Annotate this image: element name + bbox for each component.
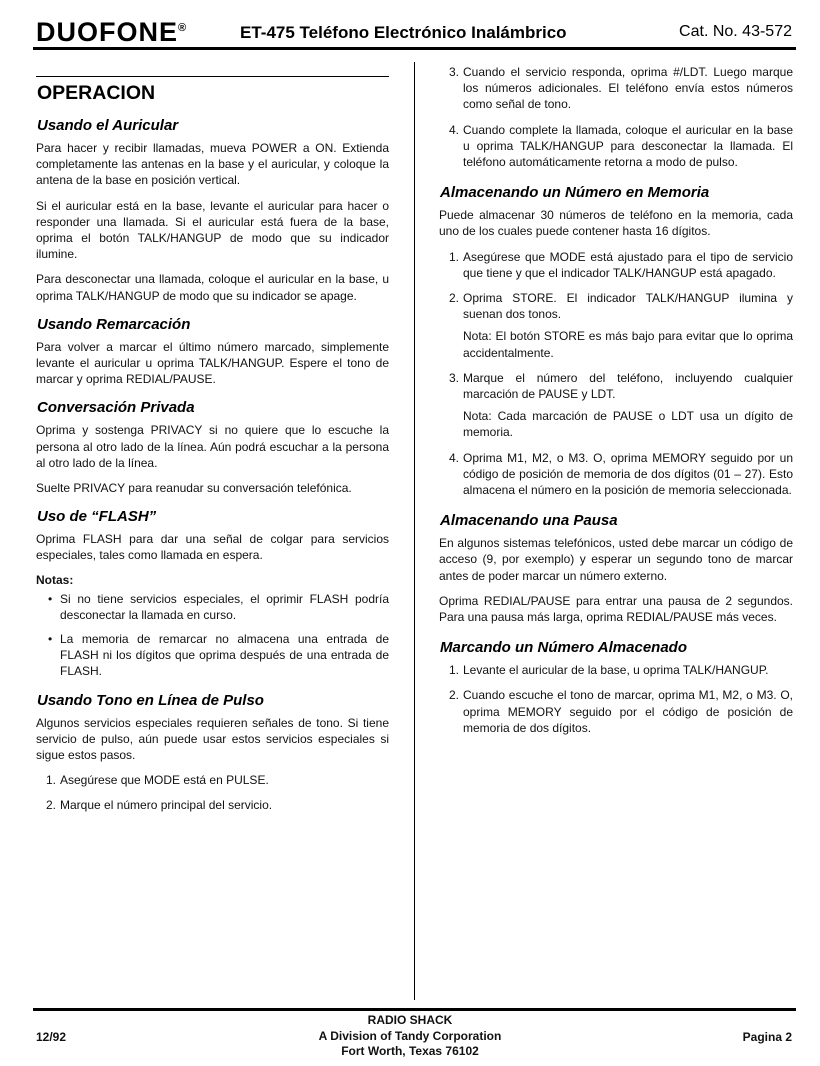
paragraph: Para volver a marcar el último número marcado, simplemente levante el auricular u oprima TALK/HANGUP. Espere el tono de marcar y oprima REDIAL/PAUSE.	[36, 339, 389, 387]
step-number: 2.	[449, 291, 460, 306]
company-name: RADIO SHACK	[367, 1013, 453, 1027]
paragraph: Oprima y sostenga PRIVACY si no quiere que lo escuche la persona al otro lado de la línea. Aún podrá escuchar a la persona al otro lado de la línea.	[36, 423, 389, 470]
page-header	[36, 17, 794, 48]
registered-mark: ®	[178, 22, 188, 34]
division-name: A Division of Tandy Corporation	[318, 1028, 502, 1043]
left-column	[36, 62, 389, 823]
paragraph: Algunos servicios especiales requieren señales de tono. Si tiene servicio de pulso, aún puede usar estos servicios especiales si sigue estos pasos.	[36, 715, 389, 763]
footer-publisher	[260, 1013, 560, 1060]
subsection-title: Almacenando una Pausa	[440, 512, 618, 530]
steps-list	[439, 249, 793, 499]
step-number: 3.	[449, 370, 460, 385]
list-item-text: La memoria de remarcar no almacena una entrada de FLASH ni los dígitos que oprima después de una entrada de FLASH.	[60, 632, 389, 679]
step-number: 1.	[449, 249, 460, 264]
notes-label: Notas:	[36, 572, 74, 587]
step-number: 2.	[449, 688, 460, 703]
footer-date: 12/92	[36, 1030, 67, 1044]
step-text: Cuando el servicio responda, oprima #/LDT. Luego marque los números adicionales. El teléfono envía estos números como señal de tono.	[463, 65, 793, 112]
list-item	[48, 631, 389, 680]
step-number: 4.	[449, 122, 460, 137]
notes-list	[36, 591, 389, 680]
step-number: 1.	[449, 663, 460, 678]
subsection-title: Usando Remarcación	[37, 315, 191, 333]
bullet-icon: •	[48, 591, 53, 606]
step-note: Nota: El botón STORE es más bajo para evitar que lo oprima accidentalmente.	[463, 329, 793, 360]
brand-logo	[36, 17, 187, 48]
step-text: Oprima M1, M2, o M3. O, oprima MEMORY seguido por un código de posición de memoria de dos dígitos (01 – 27). Esto almacena el número en la posición de memoria seleccionada.	[463, 450, 793, 498]
step-item	[46, 797, 389, 813]
subsection-title: Marcando un Número Almacenado	[440, 639, 687, 657]
steps-list	[439, 662, 793, 736]
steps-list	[439, 64, 793, 170]
step-text: Cuando complete la llamada, coloque el auricular en la base u oprima TALK/HANGUP para desconectar la llamada. El teléfono automáticamente retorna a modo de pulso.	[463, 122, 793, 170]
page-number: Pagina 2	[742, 1030, 792, 1044]
step-item	[449, 662, 793, 678]
step-text: Asegúrese que MODE está ajustado para el tipo de servicio que tiene y que el indicador TALK/HANGUP está apagado.	[463, 249, 793, 280]
step-number: 1.	[46, 773, 57, 788]
brand-name: DUOFONE	[36, 17, 178, 47]
list-item	[48, 591, 389, 623]
subsection-title: Uso de “FLASH”	[37, 508, 157, 526]
step-text: Asegúrese que MODE está en PULSE.	[60, 773, 269, 788]
step-text: Levante el auricular de la base, u oprima TALK/HANGUP.	[463, 663, 769, 678]
paragraph: Puede almacenar 30 números de teléfono en la memoria, cada uno de los cuales puede contener hasta 16 dígitos.	[439, 208, 793, 239]
paragraph: Para hacer y recibir llamadas, mueva POWER a ON. Extienda completamente las antenas en la base y el auricular, y coloque la antena de la base en posición vertical.	[36, 141, 389, 188]
subsection-title: Almacenando un Número en Memoria	[440, 184, 710, 202]
paragraph: Para desconectar una llamada, coloque el auricular en la base, u oprima TALK/HANGUP de modo que su indicador se apage.	[36, 272, 389, 303]
subsection-title: Usando el Auricular	[37, 117, 179, 134]
step-item	[449, 450, 793, 499]
section-rule	[36, 76, 389, 77]
model-title: ET-475 Teléfono Electrónico Inalámbrico	[240, 23, 567, 42]
step-number: 3.	[449, 65, 460, 79]
section-title: OPERACION	[37, 82, 156, 104]
footer-rule	[33, 1008, 796, 1011]
subsection-title: Usando Tono en Línea de Pulso	[37, 691, 264, 709]
subsection-title: Conversación Privada	[37, 399, 195, 417]
list-item-text: Si no tiene servicios especiales, el oprimir FLASH podría desconectar la llamada en curso.	[60, 591, 389, 622]
step-item	[449, 370, 793, 441]
step-item	[449, 687, 793, 736]
step-number: 2.	[46, 798, 57, 813]
step-text: Oprima STORE. El indicador TALK/HANGUP ilumina y suenan dos tonos.	[463, 291, 793, 322]
paragraph: Oprima REDIAL/PAUSE para entrar una pausa de 2 segundos. Para una pausa más larga, oprima REDIAL/PAUSE más veces.	[439, 593, 793, 625]
company-address: Fort Worth, Texas 76102	[341, 1044, 479, 1058]
step-note: Nota: Cada marcación de PAUSE o LDT usa un dígito de memoria.	[463, 409, 793, 440]
step-number: 4.	[449, 450, 460, 465]
header-rule	[33, 47, 796, 50]
step-item	[449, 122, 793, 171]
column-divider	[414, 62, 415, 1000]
step-text: Cuando escuche el tono de marcar, oprima M1, M2, o M3. O, oprima MEMORY seguido por el código de posición de memoria de dos dígitos.	[463, 688, 793, 735]
step-text: Marque el número principal del servicio.	[60, 798, 273, 813]
steps-list	[36, 772, 389, 813]
step-item	[449, 249, 793, 281]
catalog-number: Cat. No. 43-572	[679, 23, 792, 40]
step-item	[449, 64, 793, 113]
step-item	[46, 772, 389, 788]
step-item	[449, 290, 793, 361]
bullet-icon: •	[48, 632, 53, 647]
paragraph: Si el auricular está en la base, levante el auricular para hacer o responder una llamada. Si el auricular está fuera de la base, oprima el botón TALK/HANGUP de modo que su indicador ilumine.	[36, 198, 389, 262]
paragraph: Oprima FLASH para dar una señal de colgar para servicios especiales, tales como llamada en espera.	[36, 532, 389, 563]
paragraph: Suelte PRIVACY para reanudar su conversación telefónica.	[36, 481, 352, 496]
step-text: Marque el número del teléfono, incluyendo cualquier marcación de PAUSE y LDT.	[463, 370, 793, 402]
paragraph: En algunos sistemas telefónicos, usted debe marcar un código de acceso (9, por exemplo) y esperar un segundo tono de marcar antes de poder marcar un número externo.	[439, 536, 793, 583]
right-column	[439, 64, 793, 745]
